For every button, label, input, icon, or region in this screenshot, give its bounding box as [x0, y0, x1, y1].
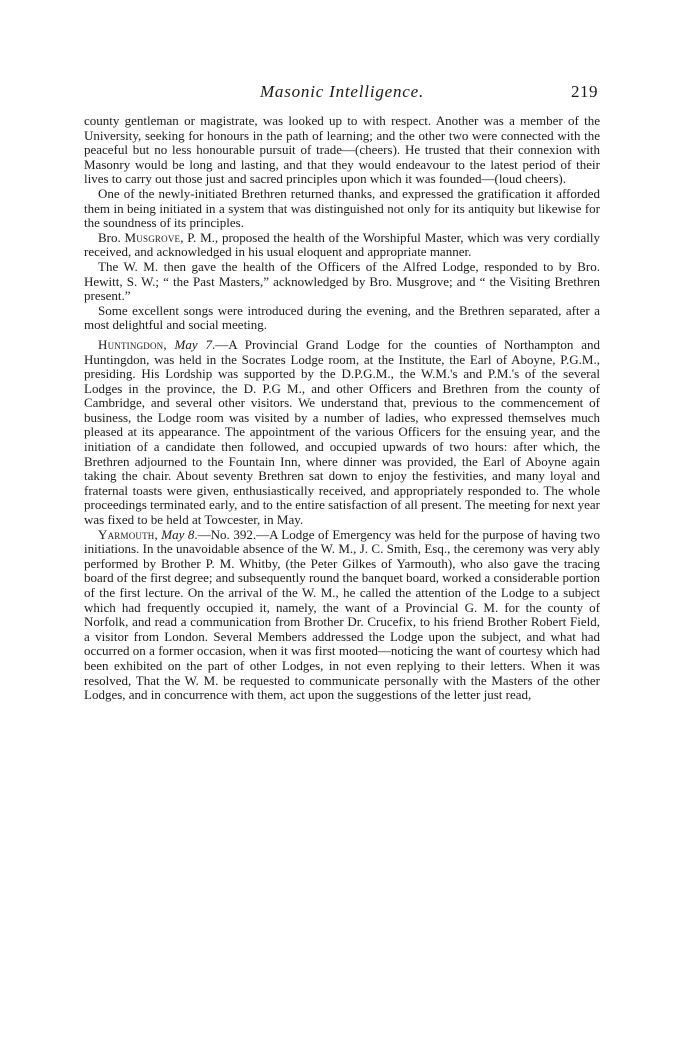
- article-body: [84, 114, 600, 703]
- entry-date: May 7: [174, 336, 212, 352]
- entry-date: May 8: [161, 526, 195, 542]
- running-title: Masonic Intelligence.: [259, 82, 425, 101]
- person-name: Musgrove: [124, 229, 181, 245]
- paragraph-text: .—No. 392.—A Lodge of Emergency was held for the purpose of having two initiations. In the unavoidable absence of the W. M., J. C. Smith, Esq., the ceremony was very ably performed by Brother P. M. Whitby, (the Peter Gilkes of Yarmouth), who also gave the tracing board of the first degree; and subsequently round the banquet board, worked a considerable portion of the first lecture. On the arrival of the W. M., he called the attention of the Lodge to a subject which had frequently occupied it, namely, the want of a Provincial G. M. for the county of Norfolk, and read a communication from Brother Dr. Crucefix, to his friend Brother Robert Field, a visitor from London. Several Members addressed the Lodge upon the subject, and what had occurred on a former occasion, when it was first mooted—noticing the want of courtesy which had been exhibited on the part of other Lodges, in not even replying to their letters. When it was resolved, That the W. M. be requested to communicate personally with the Masters of the other Lodges, and in concurrence with them, act upon the suggestions of the letter just read,: [84, 526, 600, 703]
- paragraph-text: Some excellent songs were introduced during the evening, and the Brethren separated, after a most delightful and social meeting.: [84, 302, 600, 333]
- place-name: Huntingdon: [98, 336, 164, 352]
- paragraph-3: [84, 231, 600, 260]
- paragraph-4: [84, 260, 600, 304]
- paragraph-5: [84, 304, 600, 333]
- place-name: Yarmouth: [98, 526, 155, 542]
- paragraph-text: .—A Provincial Grand Lodge for the counties of Northampton and Huntingdon, was held in the Socrates Lodge room, at the Institute, the Earl of Aboyne, P.G.M., presiding. His Lordship was supported by the D.P.G.M., the W.M.'s and P.M.'s of the several Lodges in the province, the D. P.G M., and other Officers and Brethren from the county of Cambridge, and several other visitors. We understand that, previous to the commencement of business, the Lodge room was visited by a number of ladies, who expressed themselves much pleased at its appearance. The appointment of the various Officers for the ensuing year, and the initiation of a candidate then followed, and occupied upwards of two hours: after which, the Brethren adjourned to the Fountain Inn, where dinner was provided, the Earl of Aboyne again taking the chair. About seventy Brethren sat down to enjoy the festivities, and many loyal and fraternal toasts were given, enthusiastically received, and appropriately responded to. The whole proceedings terminated early, and to the entire satisfaction of all present. The meeting for next year was fixed to be held at Towcester, in May.: [84, 336, 601, 528]
- separator: ,: [154, 526, 162, 542]
- paragraph-text: county gentleman or magistrate, was looked up to with respect. Another was a member of the University, seeking for honours in the path of learning; and the other two were connected with the peaceful but no less honourable pursuit of trade—(cheers). He trusted that their connexion with Masonry would be long and lasting, and that they would endeavour to the latest period of their lives to carry out those just and sacred principles upon which it was founded—(loud cheers).: [84, 113, 600, 187]
- page: [84, 82, 600, 703]
- page-number: 219: [571, 82, 598, 101]
- paragraph-2: [84, 187, 600, 231]
- paragraph-yarmouth: [84, 528, 600, 703]
- running-header: [84, 82, 600, 110]
- paragraph-text: , P. M., proposed the health of the Worshipful Master, which was very cordially received, and acknowledged in his usual eloquent and appropriate manner.: [84, 229, 600, 260]
- separator: ,: [163, 336, 175, 352]
- paragraph-text: The W. M. then gave the health of the Officers of the Alfred Lodge, responded to by Bro. Hewitt, S. W.; “ the Past Masters,” acknowledged by Bro. Musgrove; and “ the Visiting Brethren present.”: [84, 258, 600, 304]
- paragraph-huntingdon: [84, 338, 600, 528]
- paragraph-text: One of the newly-initiated Brethren returned thanks, and expressed the gratification it afforded them in being initiated in a system that was distinguished not only for its antiquity but likewise for the soundness of its principles.: [84, 185, 600, 231]
- paragraph-1: [84, 114, 600, 187]
- paragraph-lead: Bro.: [98, 229, 125, 245]
